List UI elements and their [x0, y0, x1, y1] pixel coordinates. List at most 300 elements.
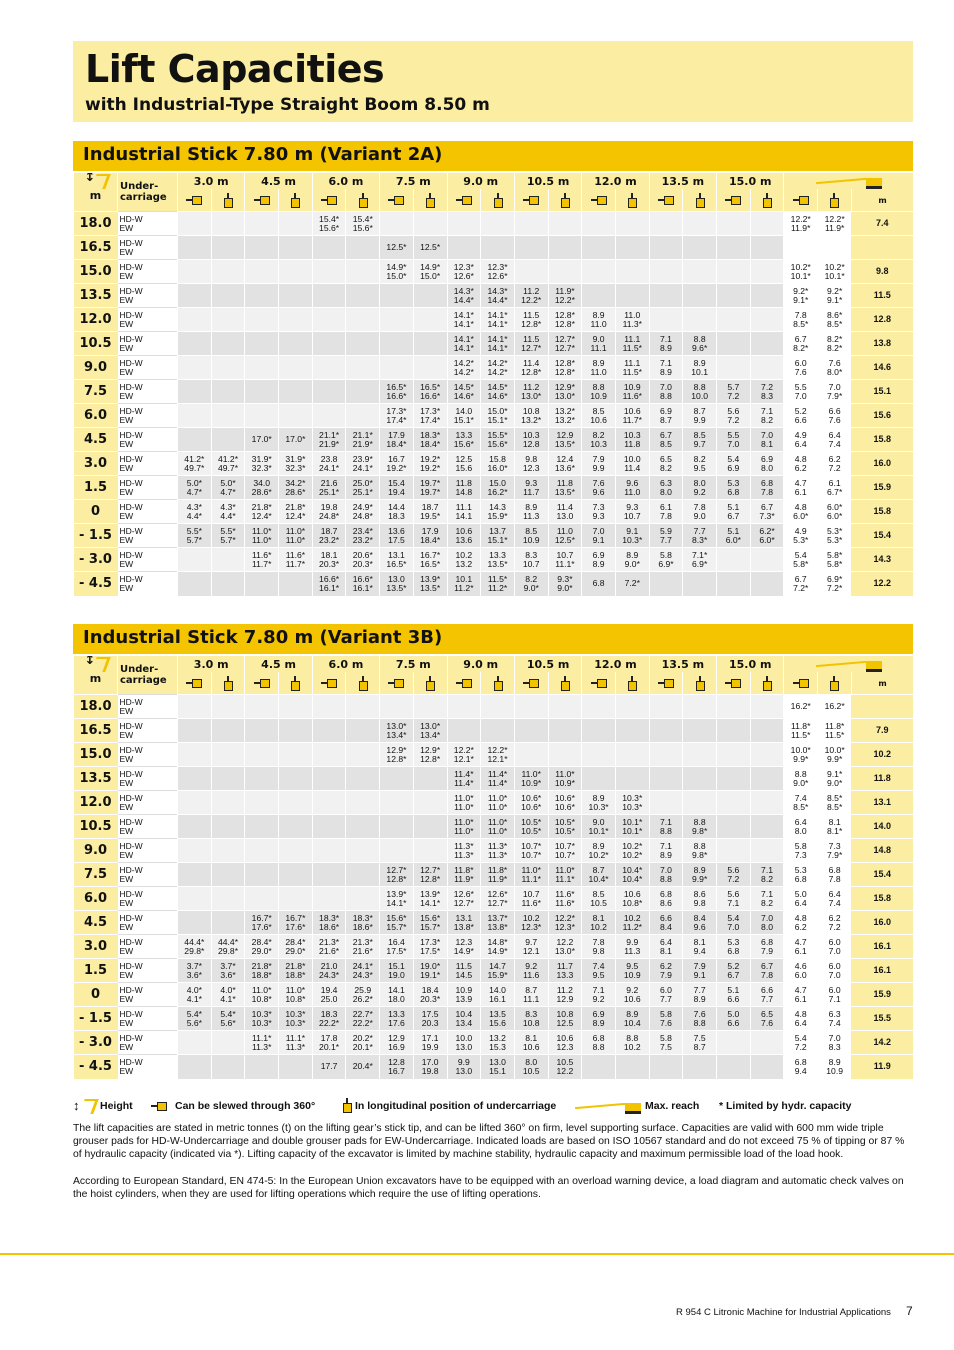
capacity-cell: 8.8 9.0*: [784, 767, 818, 791]
max-reach-value: 16.1: [851, 959, 913, 983]
capacity-cell: 7.9 9.1: [683, 959, 717, 983]
capacity-cell: 6.8 7.8: [818, 863, 852, 887]
capacity-cell: [413, 356, 447, 380]
capacity-cell: 5.9 7.7: [649, 524, 683, 548]
capacity-cell: 11.4* 11.4*: [481, 767, 515, 791]
capacity-cell: [717, 284, 751, 308]
slew-icon: [591, 679, 607, 687]
undercarriage-label: HD-W EW: [118, 380, 178, 404]
capacity-cell: 6.6 8.4: [649, 911, 683, 935]
capacity-cell: 14.1* 14.1*: [481, 308, 515, 332]
capacity-cell: 4.3* 4.4*: [178, 500, 212, 524]
capacity-cell: 11.1 11.5*: [615, 356, 649, 380]
longitudinal-icon: [763, 193, 771, 207]
capacity-cell: [717, 572, 751, 596]
capacity-cell: [750, 284, 784, 308]
capacity-cell: 8.9 9.0*: [615, 548, 649, 572]
capacity-cell: [312, 695, 346, 719]
capacity-cell: 10.6 13.6: [447, 524, 481, 548]
max-reach-value: 15.4: [851, 524, 913, 548]
slew-column-header: [514, 189, 548, 212]
capacity-cell: 10.7* 10.7*: [514, 839, 548, 863]
capacity-cell: [717, 767, 751, 791]
capacity-cell: 21.8* 12.4*: [245, 500, 279, 524]
capacity-cell: 23.4* 23.2*: [346, 524, 380, 548]
height-value: 6.0: [74, 404, 118, 428]
capacity-cell: 5.1 6.0*: [717, 524, 751, 548]
capacity-cell: 21.3* 21.6*: [346, 935, 380, 959]
longitudinal-icon: [494, 193, 502, 207]
capacity-cell: 18.3* 18.6*: [346, 911, 380, 935]
capacity-cell: [413, 308, 447, 332]
slew-icon: [254, 679, 270, 687]
capacity-cell: 15.8 16.0*: [481, 452, 515, 476]
slew-column-header: [178, 672, 212, 695]
longitudinal-column-header: [615, 189, 649, 212]
capacity-cell: 11.0 12.5*: [548, 524, 582, 548]
capacity-cell: [279, 332, 313, 356]
max-reach-value: 15.8: [851, 500, 913, 524]
capacity-cell: [717, 839, 751, 863]
capacity-cell: 17.9 18.4*: [413, 524, 447, 548]
capacity-cell: 7.6 9.6: [582, 476, 616, 500]
longitudinal-column-header: [818, 672, 852, 695]
capacity-cell: 10.3 12.8: [514, 428, 548, 452]
capacity-cell: [279, 236, 313, 260]
capacity-cell: [279, 260, 313, 284]
capacity-cell: [346, 839, 380, 863]
capacity-cell: [279, 887, 313, 911]
capacity-cell: 6.7 7.2*: [784, 572, 818, 596]
capacity-cell: 8.2 9.0*: [514, 572, 548, 596]
longitudinal-icon: [291, 676, 299, 690]
capacity-cell: [717, 260, 751, 284]
capacity-cell: 15.4* 15.6*: [346, 212, 380, 236]
capacity-cell: [582, 767, 616, 791]
table-row: [74, 284, 914, 308]
longitudinal-icon: [343, 1098, 351, 1112]
capacity-cell: 3.7* 3.6*: [178, 959, 212, 983]
capacity-cell: 5.6 7.2: [717, 404, 751, 428]
capacity-cell: 8.9 10.4: [615, 1007, 649, 1031]
capacity-cell: [245, 236, 279, 260]
slew-icon: [151, 1102, 167, 1110]
capacity-cell: 13.3 17.6: [380, 1007, 414, 1031]
table-row: [74, 839, 914, 863]
reach-m-header: m: [851, 189, 913, 212]
capacity-cell: [548, 695, 582, 719]
radius-header: 13.5 m: [649, 173, 716, 189]
capacity-cell: [582, 719, 616, 743]
radius-header: 12.0 m: [582, 656, 649, 672]
lift-table-2a: [73, 173, 913, 596]
capacity-cell: 6.8: [582, 572, 616, 596]
table-row: [74, 548, 914, 572]
capacity-cell: 6.2 7.9: [649, 959, 683, 983]
capacity-cell: 5.6 7.2: [717, 863, 751, 887]
capacity-cell: 14.3 15.9*: [481, 500, 515, 524]
capacity-cell: [447, 212, 481, 236]
capacity-cell: 10.7 11.1*: [548, 548, 582, 572]
max-reach-value: 9.8: [851, 260, 913, 284]
slew-column-header: [784, 672, 818, 695]
table-row: [74, 236, 914, 260]
capacity-cell: 12.5*: [380, 236, 414, 260]
capacity-cell: 6.9 8.7: [649, 404, 683, 428]
capacity-cell: [514, 212, 548, 236]
height-header: ↕ m: [74, 656, 118, 695]
capacity-cell: 7.6 8.0*: [818, 356, 852, 380]
capacity-cell: 14.1* 14.1*: [447, 308, 481, 332]
capacity-cell: 4.7 6.1: [784, 935, 818, 959]
capacity-cell: 12.2* 12.3*: [548, 911, 582, 935]
capacity-cell: 10.2 13.2: [447, 548, 481, 572]
undercarriage-label: HD-W EW: [118, 212, 178, 236]
capacity-cell: 8.5 10.5: [582, 887, 616, 911]
capacity-cell: 8.9 9.9*: [683, 863, 717, 887]
undercarriage-label: HD-W EW: [118, 476, 178, 500]
capacity-cell: [380, 839, 414, 863]
longitudinal-icon: [696, 676, 704, 690]
capacity-cell: 7.6 8.8: [683, 1007, 717, 1031]
capacity-cell: 12.3* 12.6*: [447, 260, 481, 284]
capacity-cell: 16.7* 17.6*: [279, 911, 313, 935]
capacity-cell: 11.1* 11.3*: [279, 1031, 313, 1055]
capacity-cell: [346, 332, 380, 356]
capacity-cell: 12.7* 12.8*: [413, 863, 447, 887]
slew-icon: [793, 196, 809, 204]
height-value: 0: [74, 500, 118, 524]
longitudinal-column-header: [211, 189, 245, 212]
capacity-cell: [211, 212, 245, 236]
capacity-cell: 5.3 6.8: [717, 935, 751, 959]
capacity-cell: [649, 572, 683, 596]
capacity-cell: 5.6 7.1: [717, 887, 751, 911]
capacity-cell: 12.2* 12.1*: [481, 743, 515, 767]
capacity-cell: 28.4* 29.0*: [245, 935, 279, 959]
max-reach-icon: [573, 1098, 643, 1114]
capacity-cell: [312, 356, 346, 380]
capacity-cell: [413, 212, 447, 236]
capacity-cell: [784, 236, 818, 260]
capacity-cell: 4.8 6.0*: [784, 500, 818, 524]
table-row: [74, 308, 914, 332]
slew-column-header: [717, 189, 751, 212]
capacity-cell: [312, 743, 346, 767]
capacity-cell: 14.9* 15.0*: [413, 260, 447, 284]
capacity-cell: [683, 719, 717, 743]
capacity-cell: 16.6* 16.1*: [312, 572, 346, 596]
capacity-cell: [413, 767, 447, 791]
longitudinal-column-header: [750, 189, 784, 212]
table-row: [74, 332, 914, 356]
capacity-cell: 13.7* 13.8*: [481, 911, 515, 935]
table-row: [74, 380, 914, 404]
capacity-cell: 6.0 7.6: [784, 356, 818, 380]
capacity-cell: 5.4* 5.6*: [211, 1007, 245, 1031]
radius-header: 6.0 m: [312, 173, 379, 189]
capacity-cell: [481, 236, 515, 260]
capacity-cell: 15.6* 15.7*: [380, 911, 414, 935]
undercarriage-label: HD-W EW: [118, 1055, 178, 1079]
max-reach-value: 15.8: [851, 428, 913, 452]
capacity-cell: 8.6 9.8: [683, 887, 717, 911]
capacity-cell: 11.6* 11.6*: [548, 887, 582, 911]
capacity-cell: 4.8 6.2: [784, 911, 818, 935]
capacity-cell: [683, 791, 717, 815]
capacity-cell: [582, 695, 616, 719]
capacity-cell: [211, 791, 245, 815]
capacity-cell: [312, 839, 346, 863]
capacity-cell: [717, 548, 751, 572]
capacity-cell: [818, 236, 852, 260]
capacity-cell: 7.1 8.2: [750, 863, 784, 887]
capacity-cell: 31.9* 32.3*: [279, 452, 313, 476]
capacity-cell: [380, 356, 414, 380]
capacity-cell: 13.0* 13.4*: [380, 719, 414, 743]
slew-column-header: [245, 189, 279, 212]
radius-header: 7.5 m: [380, 656, 447, 672]
capacity-cell: 6.2* 6.0*: [750, 524, 784, 548]
capacity-cell: [649, 1055, 683, 1079]
capacity-cell: [717, 791, 751, 815]
capacity-cell: [683, 260, 717, 284]
capacity-cell: 4.0* 4.1*: [178, 983, 212, 1007]
undercarriage-label: HD-W EW: [118, 572, 178, 596]
longitudinal-column-header: [346, 189, 380, 212]
capacity-cell: 17.9 18.4*: [380, 428, 414, 452]
capacity-cell: 11.1 14.1: [447, 500, 481, 524]
capacity-cell: 6.7 8.2*: [784, 332, 818, 356]
capacity-cell: 18.3* 18.4*: [413, 428, 447, 452]
capacity-cell: 5.8* 5.8*: [818, 548, 852, 572]
capacity-cell: 10.3* 10.3*: [615, 791, 649, 815]
capacity-cell: [346, 380, 380, 404]
capacity-cell: 17.3* 17.5*: [413, 935, 447, 959]
capacity-cell: 15.1 19.0: [380, 959, 414, 983]
capacity-cell: [211, 356, 245, 380]
slew-icon: [321, 679, 337, 687]
capacity-cell: [312, 767, 346, 791]
capacity-cell: 10.8 13.2*: [514, 404, 548, 428]
capacity-cell: 6.1 7.8: [649, 500, 683, 524]
capacity-cell: 10.0* 9.9*: [784, 743, 818, 767]
capacity-cell: 11.8* 11.9*: [447, 863, 481, 887]
capacity-cell: 5.4 6.9: [717, 452, 751, 476]
capacity-cell: 8.2 9.5: [683, 452, 717, 476]
max-reach-value: 15.4: [851, 863, 913, 887]
capacity-cell: 5.1 6.7: [717, 500, 751, 524]
capacity-cell: 6.8 8.6: [649, 887, 683, 911]
capacity-cell: [211, 260, 245, 284]
radius-header: 4.5 m: [245, 173, 312, 189]
undercarriage-label: HD-W EW: [118, 236, 178, 260]
capacity-cell: 17.3* 17.4*: [380, 404, 414, 428]
capacity-cell: [279, 572, 313, 596]
capacity-cell: [211, 380, 245, 404]
capacity-cell: [312, 887, 346, 911]
capacity-cell: 13.2* 13.2*: [548, 404, 582, 428]
capacity-cell: 9.5 10.9: [615, 959, 649, 983]
height-value: 4.5: [74, 428, 118, 452]
height-icon: [73, 1098, 95, 1116]
capacity-cell: [211, 548, 245, 572]
capacity-cell: [413, 332, 447, 356]
capacity-cell: [582, 284, 616, 308]
capacity-cell: 7.1 8.9: [649, 839, 683, 863]
capacity-cell: 10.5* 10.5*: [548, 815, 582, 839]
capacity-cell: [346, 719, 380, 743]
capacity-cell: 7.0 8.1: [750, 428, 784, 452]
capacity-cell: 8.0 9.2: [683, 476, 717, 500]
capacity-cell: 6.0 7.1: [818, 983, 852, 1007]
capacity-cell: [211, 404, 245, 428]
capacity-cell: [750, 548, 784, 572]
capacity-cell: 44.4* 29.8*: [211, 935, 245, 959]
capacity-cell: 11.5* 11.2*: [481, 572, 515, 596]
capacity-cell: 7.1 8.9: [649, 332, 683, 356]
radius-header: 9.0 m: [447, 173, 514, 189]
slew-icon: [725, 196, 741, 204]
capacity-cell: [178, 332, 212, 356]
table-row: [74, 983, 914, 1007]
capacity-cell: [548, 743, 582, 767]
capacity-cell: 5.3 6.8: [784, 863, 818, 887]
capacity-cell: 8.8 9.6*: [683, 332, 717, 356]
table-row: [74, 500, 914, 524]
capacity-cell: 11.0* 10.9*: [514, 767, 548, 791]
capacity-cell: [717, 356, 751, 380]
capacity-cell: [312, 863, 346, 887]
capacity-cell: [380, 308, 414, 332]
page-subtitle: with Industrial-Type Straight Boom 8.50 m: [85, 95, 490, 115]
capacity-cell: [178, 404, 212, 428]
capacity-cell: 7.2*: [615, 572, 649, 596]
capacity-cell: [178, 284, 212, 308]
capacity-cell: [615, 1055, 649, 1079]
capacity-cell: [312, 260, 346, 284]
capacity-cell: 13.9* 13.5*: [413, 572, 447, 596]
height-value: - 4.5: [74, 572, 118, 596]
capacity-cell: [346, 695, 380, 719]
capacity-cell: 10.1 11.2*: [447, 572, 481, 596]
capacity-cell: 10.2* 10.1*: [784, 260, 818, 284]
capacity-cell: 8.1 10.6: [514, 1031, 548, 1055]
capacity-cell: [178, 911, 212, 935]
capacity-cell: [717, 1031, 751, 1055]
capacity-cell: [717, 332, 751, 356]
capacity-cell: 10.8 12.5: [548, 1007, 582, 1031]
capacity-cell: 4.9 5.3*: [784, 524, 818, 548]
longitudinal-column-header: [818, 189, 852, 212]
slew-column-header: [380, 672, 414, 695]
capacity-cell: [548, 260, 582, 284]
capacity-cell: 6.5 7.6: [750, 1007, 784, 1031]
height-value: 4.5: [74, 911, 118, 935]
height-icon: [85, 656, 107, 674]
capacity-cell: [178, 719, 212, 743]
capacity-cell: 13.9* 14.1*: [380, 887, 414, 911]
undercarriage-label: HD-W EW: [118, 719, 178, 743]
radius-header: 12.0 m: [582, 173, 649, 189]
undercarriage-label: HD-W EW: [118, 887, 178, 911]
longitudinal-column-header: [481, 189, 515, 212]
capacity-cell: [178, 815, 212, 839]
capacity-cell: [279, 743, 313, 767]
capacity-cell: [514, 260, 548, 284]
capacity-cell: 8.7 10.4*: [582, 863, 616, 887]
height-value: 1.5: [74, 476, 118, 500]
capacity-cell: 6.8 8.8: [582, 1031, 616, 1055]
capacity-cell: 5.0* 4.7*: [178, 476, 212, 500]
height-value: - 3.0: [74, 548, 118, 572]
capacity-cell: 4.3* 4.4*: [211, 500, 245, 524]
capacity-cell: 13.0* 13.4*: [413, 719, 447, 743]
height-value: 10.5: [74, 332, 118, 356]
capacity-cell: 11.8* 11.5*: [818, 719, 852, 743]
legend-limited: * Limited by hydr. capacity: [719, 1100, 852, 1112]
capacity-cell: 6.7 7.8: [750, 959, 784, 983]
capacity-cell: [649, 743, 683, 767]
capacity-cell: [178, 572, 212, 596]
capacity-cell: 7.8 9.8: [582, 935, 616, 959]
capacity-cell: 7.4 9.5: [582, 959, 616, 983]
capacity-cell: 8.9 11.0: [582, 356, 616, 380]
capacity-cell: 5.8 7.5: [649, 1031, 683, 1055]
capacity-cell: 5.5 7.0: [717, 428, 751, 452]
capacity-cell: [750, 332, 784, 356]
capacity-cell: 13.3 15.6*: [447, 428, 481, 452]
capacity-cell: 13.3 13.5*: [481, 548, 515, 572]
capacity-cell: [649, 236, 683, 260]
capacity-cell: [582, 236, 616, 260]
slew-column-header: [245, 672, 279, 695]
capacity-cell: 10.9 11.6*: [615, 380, 649, 404]
capacity-cell: [279, 863, 313, 887]
capacity-cell: [514, 719, 548, 743]
capacity-cell: 8.9 10.1: [683, 356, 717, 380]
capacity-cell: 6.0 7.7: [649, 983, 683, 1007]
table-row: [74, 863, 914, 887]
capacity-cell: 12.5*: [413, 236, 447, 260]
capacity-cell: [245, 887, 279, 911]
legend-long: In longitudinal position of undercarriage: [355, 1100, 557, 1112]
table-row: [74, 719, 914, 743]
capacity-cell: [211, 428, 245, 452]
capacity-cell: [615, 212, 649, 236]
capacity-cell: 34.2* 28.6*: [279, 476, 313, 500]
slew-column-header: [649, 189, 683, 212]
table-row: [74, 428, 914, 452]
radius-header: 9.0 m: [447, 656, 514, 672]
height-value: 1.5: [74, 959, 118, 983]
capacity-cell: [211, 695, 245, 719]
longitudinal-icon: [426, 676, 434, 690]
capacity-cell: 7.7 8.9: [683, 983, 717, 1007]
capacity-cell: 9.3* 9.0*: [548, 572, 582, 596]
capacity-cell: [245, 719, 279, 743]
longitudinal-column-header: [211, 672, 245, 695]
capacity-cell: [346, 236, 380, 260]
section-title: Industrial Stick 7.80 m (Variant 2A): [83, 144, 443, 165]
capacity-cell: [346, 308, 380, 332]
capacity-cell: 10.4 13.4: [447, 1007, 481, 1031]
max-reach-icon: [814, 173, 884, 189]
max-reach-value: 7.9: [851, 719, 913, 743]
capacity-cell: 21.0 24.3*: [312, 959, 346, 983]
capacity-cell: 12.6* 12.7*: [481, 887, 515, 911]
undercarriage-header: Under-carriage: [118, 656, 178, 695]
